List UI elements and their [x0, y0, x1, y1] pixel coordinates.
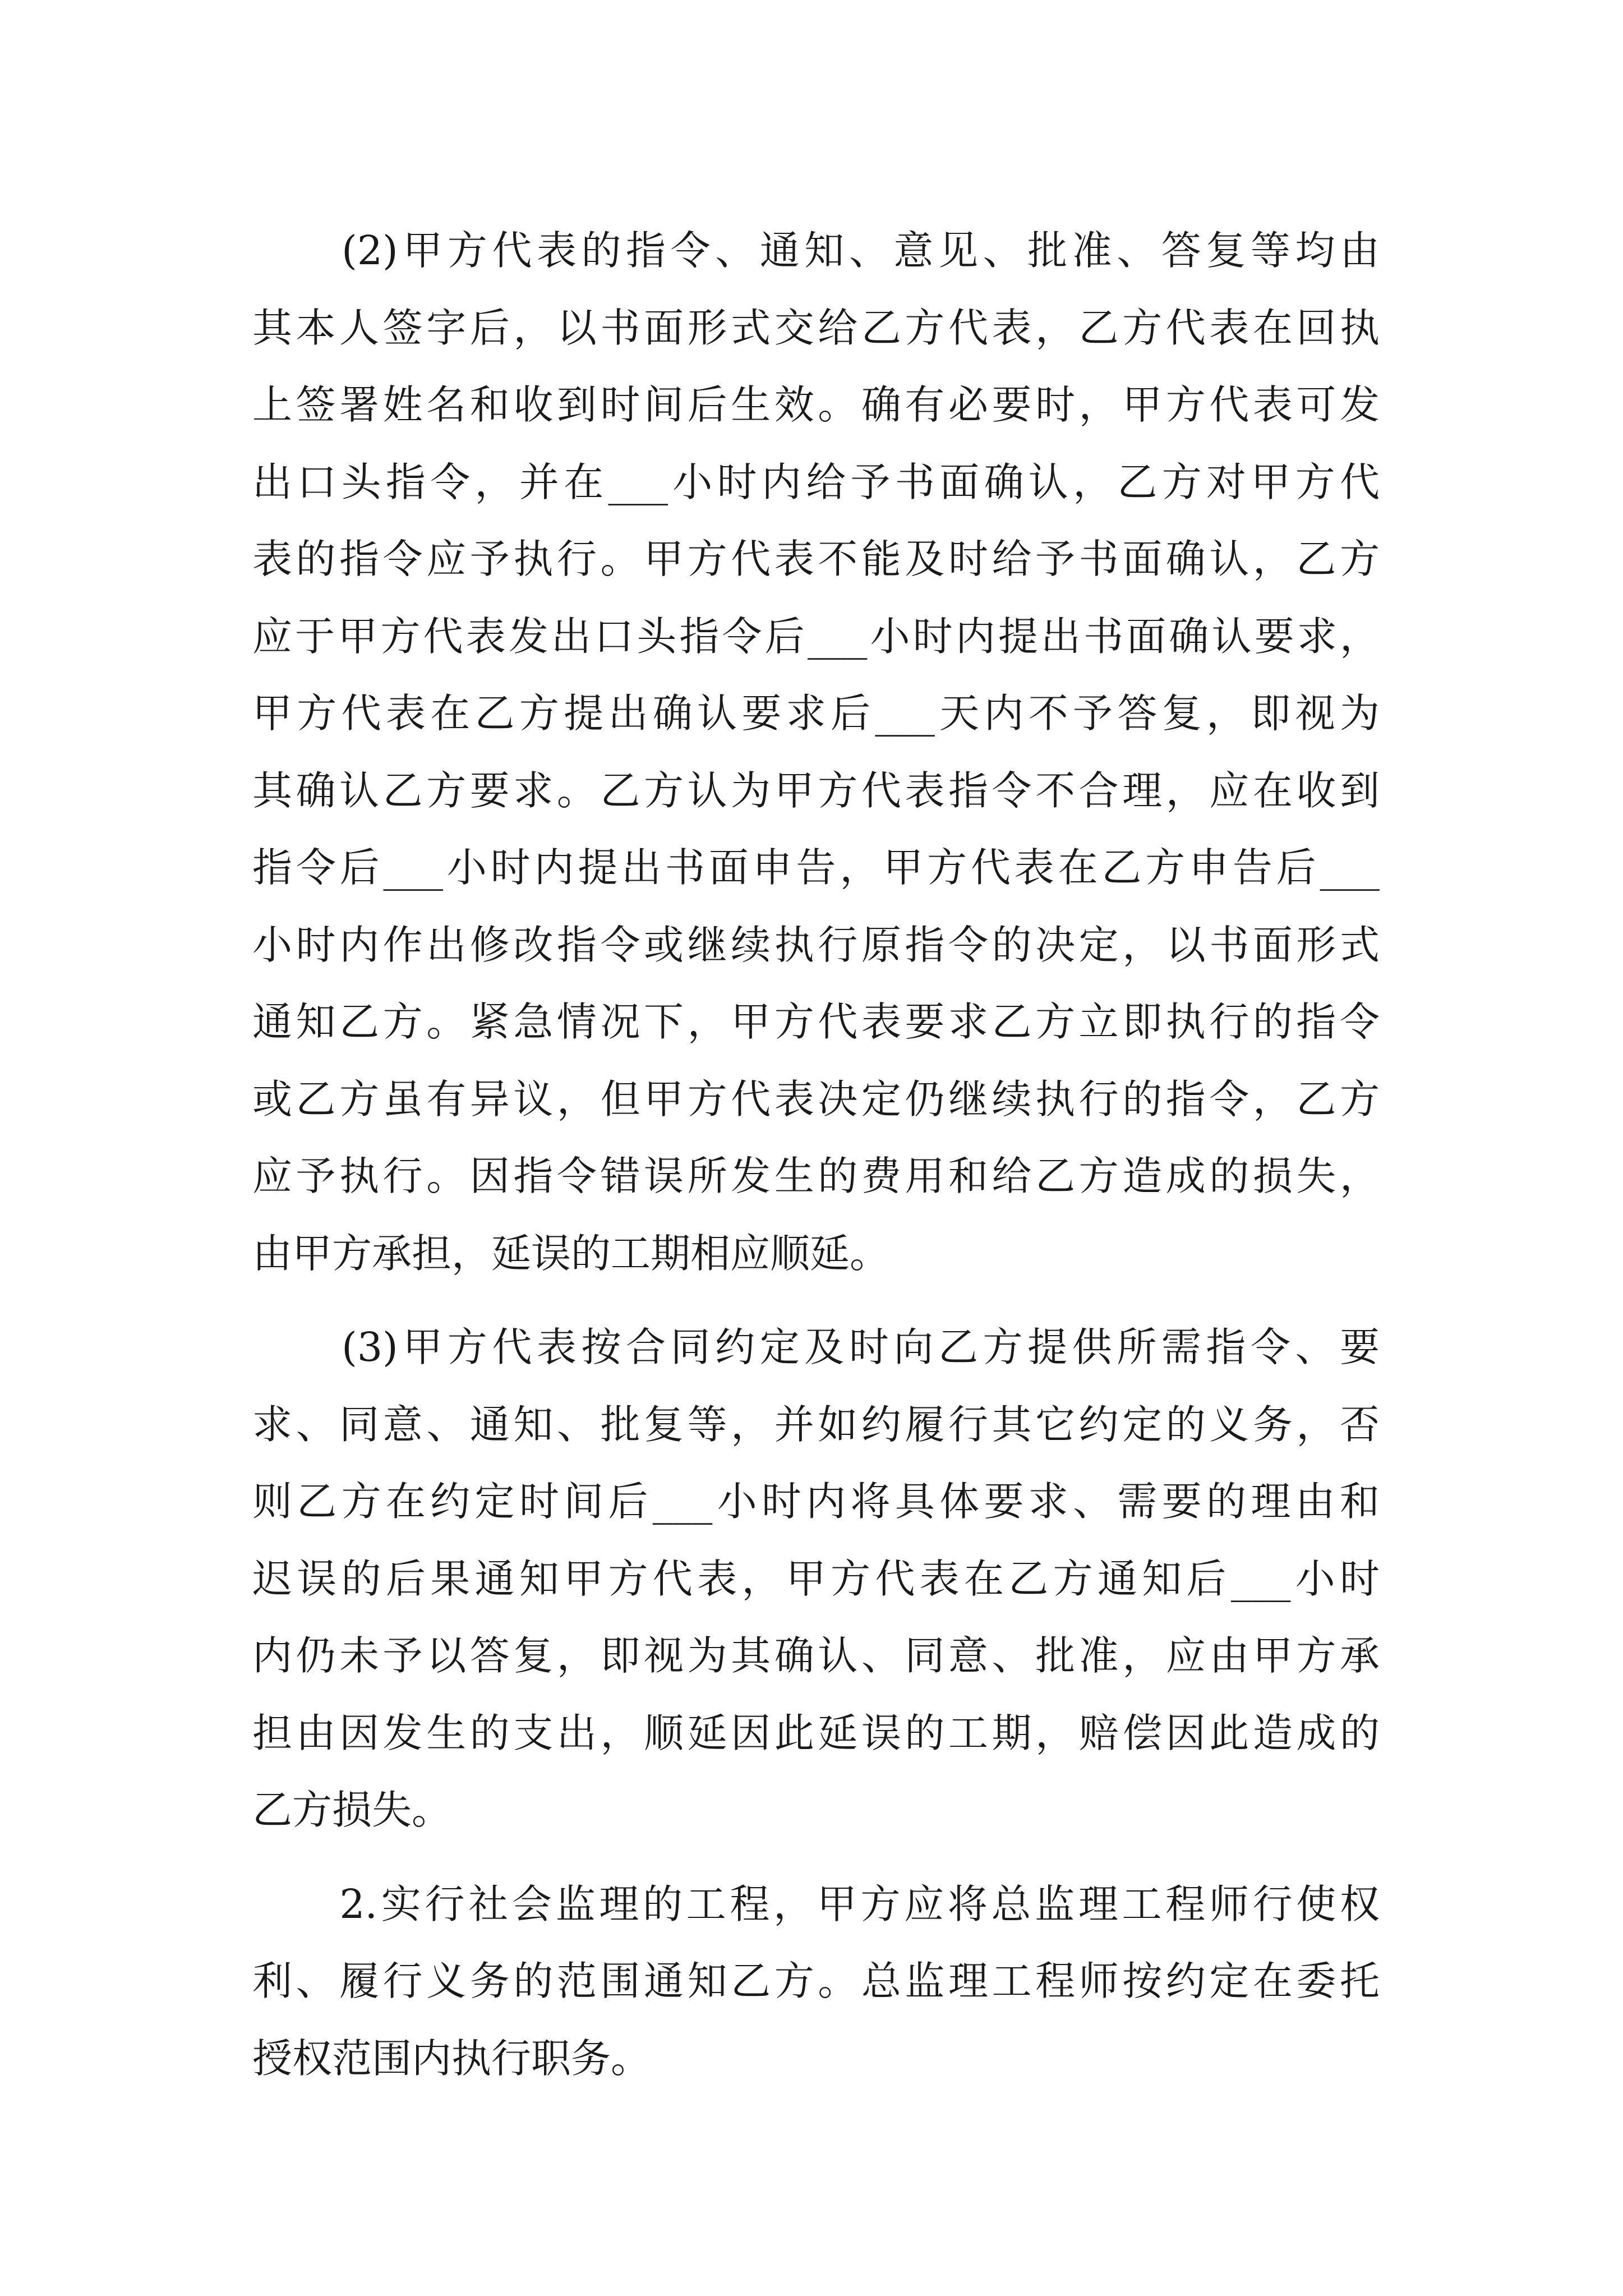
- text-line: 迟误的后果通知甲方代表，甲方代表在乙方通知后___小时: [252, 1555, 1380, 1602]
- text-line: 担由因发生的支出，顺延因此延误的工期，赔偿因此造成的: [252, 1709, 1380, 1756]
- paragraph-3: [252, 1309, 1380, 1849]
- text-line: 其本人签字后，以书面形式交给乙方代表，乙方代表在回执: [252, 304, 1380, 351]
- document-body: [252, 212, 1380, 2097]
- text-line: 指令后___小时内提出书面申告，甲方代表在乙方申告后___: [252, 844, 1380, 891]
- text-line: 通知乙方。紧急情况下，甲方代表要求乙方立即执行的指令: [252, 999, 1380, 1045]
- paragraph-section-2: [252, 1866, 1380, 2097]
- paragraph-spacing: [252, 1849, 1380, 1866]
- text-line: 或乙方虽有异议，但甲方代表决定仍继续执行的指令，乙方: [252, 1075, 1380, 1122]
- text-line: 应予执行。因指令错误所发生的费用和给乙方造成的损失，: [252, 1153, 1380, 1199]
- text-line: 2.实行社会监理的工程，甲方应将总监理工程师行使权: [252, 1880, 1380, 1927]
- text-line: 由甲方承担，延误的工期相应顺延。: [252, 1230, 890, 1277]
- paragraph-spacing: [252, 1292, 1380, 1309]
- text-line: 上签署姓名和收到时间后生效。确有必要时，甲方代表可发: [252, 381, 1380, 428]
- paragraph-2: [252, 212, 1380, 1292]
- text-line: 甲方代表在乙方提出确认要求后___天内不予答复，即视为: [252, 690, 1380, 737]
- text-line: 乙方损失。: [252, 1787, 452, 1833]
- text-line: (2)甲方代表的指令、通知、意见、批准、答复等均由: [252, 227, 1380, 274]
- text-line: 求、同意、通知、批复等，并如约履行其它约定的义务，否: [252, 1401, 1380, 1448]
- text-line: 利、履行义务的范围通知乙方。总监理工程师按约定在委托: [252, 1958, 1380, 2004]
- text-line: 表的指令应予执行。甲方代表不能及时给予书面确认，乙方: [252, 536, 1380, 582]
- text-line: 小时内作出修改指令或继续执行原指令的决定，以书面形式: [252, 921, 1380, 968]
- text-line: 则乙方在约定时间后___小时内将具体要求、需要的理由和: [252, 1478, 1380, 1525]
- text-line: 授权范围内执行职务。: [252, 2035, 651, 2082]
- text-line: 应于甲方代表发出口头指令后___小时内提出书面确认要求，: [252, 613, 1380, 660]
- text-line: 出口头指令，并在___小时内给予书面确认，乙方对甲方代: [252, 458, 1380, 505]
- text-line: 其确认乙方要求。乙方认为甲方代表指令不合理，应在收到: [252, 767, 1380, 814]
- text-line: (3)甲方代表按合同约定及时向乙方提供所需指令、要: [252, 1324, 1380, 1370]
- text-line: 内仍未予以答复，即视为其确认、同意、批准，应由甲方承: [252, 1632, 1380, 1679]
